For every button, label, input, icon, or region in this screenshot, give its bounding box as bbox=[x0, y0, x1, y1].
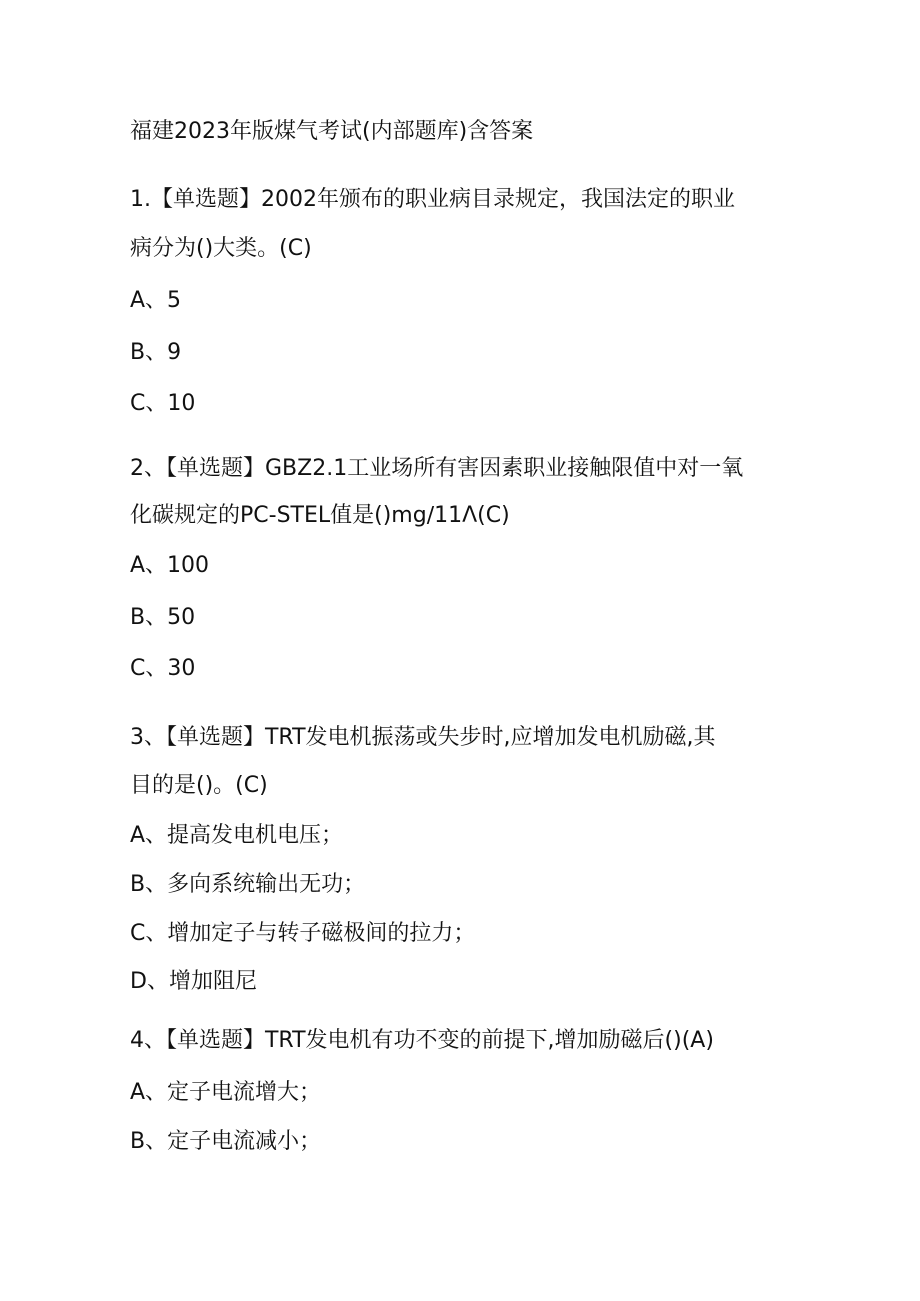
question-4-option-a: A、定子电流增大； bbox=[130, 1080, 322, 1105]
question-1-option-b: B、9 bbox=[130, 340, 182, 365]
question-2-option-c: C、30 bbox=[130, 656, 196, 681]
question-3-option-a: A、提高发电机电压； bbox=[130, 823, 344, 848]
question-1-stem-line-2: 病分为()大类。(C) bbox=[130, 236, 312, 261]
question-1-option-c: C、10 bbox=[130, 391, 196, 416]
question-3-option-d: D、增加阻尼 bbox=[130, 969, 257, 994]
question-4-option-b: B、定子电流减小； bbox=[130, 1129, 322, 1154]
document-title: 福建2023年版煤气考试(内部题库)含答案 bbox=[130, 119, 534, 144]
question-2-option-b: B、50 bbox=[130, 605, 196, 630]
question-2-stem-line-2: 化碳规定的PC-STEL值是()mg∕11Λ(C) bbox=[130, 503, 510, 528]
question-1-option-a: A、5 bbox=[130, 288, 182, 313]
question-3-stem-line-1: 3、【单选题】TRT发电机振荡或失步时,应增加发电机励磁,其 bbox=[130, 725, 716, 750]
question-2-option-a: A、100 bbox=[130, 553, 210, 578]
question-3-option-b: B、多向系统输出无功； bbox=[130, 872, 366, 897]
question-4-stem-line-1: 4、【单选题】TRT发电机有功不变的前提下,增加励磁后()(A) bbox=[130, 1028, 714, 1053]
question-3-option-c: C、增加定子与转子磁极间的拉力； bbox=[130, 921, 476, 946]
question-1-stem-line-1: 1.【单选题】2002年颁布的职业病目录规定，我国法定的职业 bbox=[130, 187, 735, 212]
question-2-stem-line-1: 2、【单选题】GBZ2.1工业场所有害因素职业接触限值中对一氧 bbox=[130, 456, 744, 481]
question-3-stem-line-2: 目的是()。(C) bbox=[130, 773, 268, 798]
